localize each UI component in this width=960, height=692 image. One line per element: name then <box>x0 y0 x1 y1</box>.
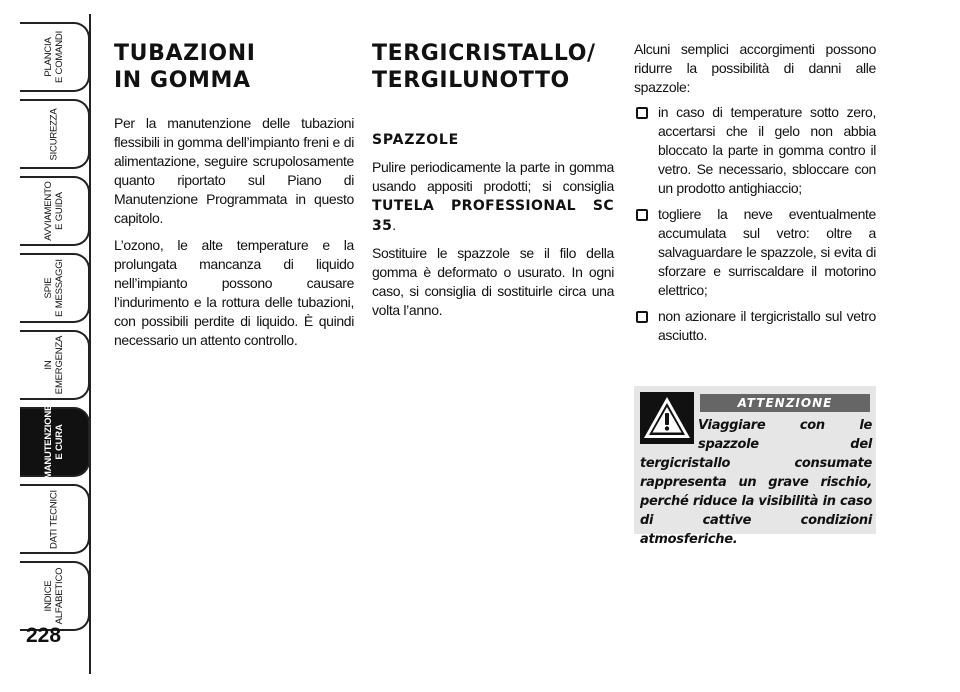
chapter-tabs <box>0 0 100 692</box>
paragraph-text: Pulire periodicamente la parte in gomma usando appositi prodotti; si consiglia <box>372 159 614 194</box>
tab-label: PLANCIA E COMANDI <box>43 30 65 84</box>
section-tergicristallo <box>372 40 614 328</box>
tab-label: IN EMERGENZA <box>43 335 65 395</box>
checkbox-bullet-icon <box>636 107 648 119</box>
tab-label: AVVIAMENTO E GUIDA <box>43 181 65 241</box>
paragraph-end: . <box>392 217 396 233</box>
tab-sicurezza[interactable] <box>20 99 90 169</box>
subsection-title: SPAZZOLE <box>372 132 459 148</box>
tab-label: INDICE ALFABETICO <box>43 567 65 625</box>
tab-label: SPIE E MESSAGGI <box>43 259 65 317</box>
tab-label: DATI TECNICI <box>48 489 60 549</box>
list-item <box>634 205 876 300</box>
tab-label: MANUTENZIONE E CURA <box>43 404 65 479</box>
list-item <box>634 103 876 198</box>
product-name: TUTELA PROFESSIONAL SC 35 <box>372 198 614 234</box>
warning-box <box>634 386 876 547</box>
paragraph <box>372 158 614 236</box>
section-title: TUBAZIONI IN GOMMA <box>114 41 256 93</box>
bullet-list <box>634 103 876 345</box>
tab-spie-e-messaggi[interactable] <box>20 253 90 323</box>
paragraph: Per la manutenzione delle tubazioni flessibili in gomma dell’impianto freni e di alimentazione, seguire scrupolosamente quanto riportato sul Piano di Manutenzione Programmata in questo capitolo. <box>114 115 354 226</box>
tab-dati-tecnici[interactable] <box>20 484 90 554</box>
tab-indice-alfabetico[interactable] <box>20 561 90 631</box>
list-item-text: non azionare il tergicristallo sul vetro asciutto. <box>658 308 876 343</box>
section-accorgimenti <box>634 40 876 352</box>
checkbox-bullet-icon <box>636 311 648 323</box>
tab-in-emergenza[interactable] <box>20 330 90 400</box>
tab-manutenzione-e-cura[interactable] <box>20 404 90 479</box>
section-title: TERGICRISTALLO/ TERGILUNOTTO <box>372 41 596 93</box>
intro-paragraph: Alcuni semplici accorgimenti possono ridurre la possibilità di danni alle spazzole: <box>634 41 876 95</box>
tab-label: SICUREZZA <box>48 107 60 161</box>
tab-avviamento-e-guida[interactable] <box>20 176 90 246</box>
paragraph: Sostituire le spazzole se il filo della gomma è deformato o usurato. In ogni caso, si consiglia di sostituirle circa una volta l’anno. <box>372 245 614 318</box>
tab-plancia-e-comandi[interactable] <box>20 22 90 92</box>
checkbox-bullet-icon <box>636 209 648 221</box>
warning-header: ATTENZIONE <box>700 394 870 412</box>
warning-text-block <box>640 416 872 549</box>
warning-text: Viaggiare con le spazzole del tergicristallo consumate rappresenta un grave rischio, perché riduce la visibilità in caso di cattive condizioni atmosferiche. <box>640 418 872 547</box>
paragraph: L’ozono, le alte temperature e la prolungata mancanza di liquido nell’impianto possono causare l’indurimento e la rottura delle tubazioni, con possibili perdite di liquido. È quindi necessario un attento controllo. <box>114 237 354 348</box>
list-item <box>634 307 876 345</box>
page-number: 228 <box>26 624 62 647</box>
list-item-text: in caso di temperature sotto zero, accertarsi che il gelo non abbia bloccato la parte in gomma contro il vetro. Se necessario, sbloccare con un prodotto antighiaccio; <box>658 104 876 196</box>
list-item-text: togliere la neve eventualmente accumulata sul vetro: oltre a salvaguardare le spazzole, si evita di sforzare e surriscaldare il motorino elettrico; <box>658 206 876 298</box>
section-tubazioni <box>114 40 354 358</box>
